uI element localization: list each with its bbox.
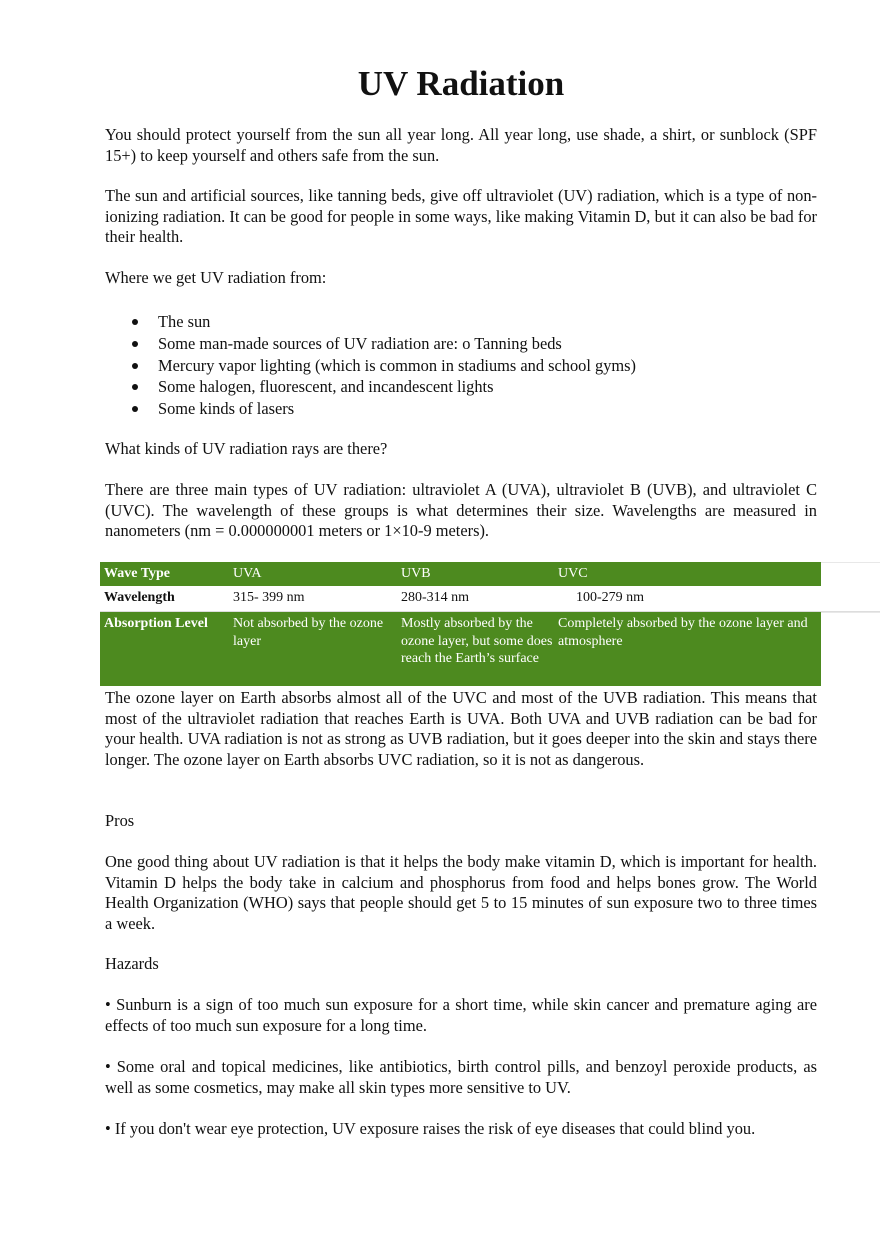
sources-list [105,311,817,420]
hazard-item-2: • Some oral and topical medicines, like antibiotics, birth control pills, and benzoyl peroxide products, as well as some cosmetics, may make all skin types more sensitive to UV. [105,1057,817,1097]
table-row [100,586,880,612]
table-row [100,612,880,686]
list-item: Some kinds of lasers [105,398,817,420]
sources-heading: Where we get UV radiation from: [105,268,327,287]
pros-heading: Pros [105,811,135,830]
list-item: Some halogen, fluorescent, and incandescent lights [105,376,817,398]
list-item: Mercury vapor lighting (which is common in stadiums and school gyms) [105,355,817,377]
table-cell: 280-314 nm [401,590,470,605]
uv-types-table [100,562,880,686]
table-cell: UVA [233,566,262,581]
bullet-icon [132,406,138,412]
table-cell: Wave Type [104,566,170,581]
table-cell: Not absorbed by the ozone layer [233,616,384,649]
list-item: Some man-made sources of UV radiation are: o Tanning beds [105,333,817,355]
types-paragraph: There are three main types of UV radiation: ultraviolet A (UVA), ultraviolet B (UVB), and ultraviolet C (UVC). The wavelength of these groups is what determines their size. Wavelengths are measured in nanometers (nm = 0.000000001 meters or 1×10-9 meters). [105,480,817,540]
table-cell: 315- 399 nm [233,590,305,605]
bullet-icon [132,319,138,325]
hazard-item-1: • Sunburn is a sign of too much sun exposure for a short time, while skin cancer and premature aging are effects of too much sun exposure for a long time. [105,995,817,1035]
intro-paragraph-2: The sun and artificial sources, like tanning beds, give off ultraviolet (UV) radiation, which is a type of non-ionizing radiation. It can be good for people in some ways, like making Vitamin D, but it can also be bad for their health. [105,186,817,246]
table-cell: Mostly absorbed by the ozone layer, but some does reach the Earth’s surface [401,616,553,666]
hazards-heading: Hazards [105,954,159,973]
ozone-paragraph: The ozone layer on Earth absorbs almost all of the UVC and most of the UVB radiation. This means that most of the ultraviolet radiation that reaches Earth is UVA. Both UVA and UVB radiation can be bad for your health. UVA radiation is not as strong as UVB radiation, but it goes deeper into the skin and stays there longer. The ozone layer on Earth absorbs UVC radiation, so it is not as dangerous. [105,688,817,769]
pros-paragraph: One good thing about UV radiation is that it helps the body make vitamin D, which is important for health. Vitamin D helps the body take in calcium and phosphorus from food and helps bones grow. The World Health Organization (WHO) says that people should get 5 to 15 minutes of sun exposure two to three times a week. [105,852,817,933]
hazard-item-3: • If you don't wear eye protection, UV exposure raises the risk of eye diseases that could blind you. [105,1119,756,1138]
page-title: UV Radiation [357,64,565,103]
table-cell: 100-279 nm [576,590,645,605]
bullet-icon [132,363,138,369]
intro-paragraph-1: You should protect yourself from the sun all year long. All year long, use shade, a shirt, or sunblock (SPF 15+) to keep yourself and others safe from the sun. [105,125,817,165]
list-item: The sun [105,311,817,333]
bullet-icon [132,341,138,347]
table-cell: Completely absorbed by the ozone layer and atmosphere [558,616,808,649]
types-heading: What kinds of UV radiation rays are there? [105,439,388,458]
table-cell: Absorption Level [104,616,208,631]
bullet-icon [132,384,138,390]
table-cell: UVC [558,566,588,581]
table-cell: Wavelength [104,590,175,605]
table-cell: UVB [401,566,431,581]
table-row [100,562,880,586]
